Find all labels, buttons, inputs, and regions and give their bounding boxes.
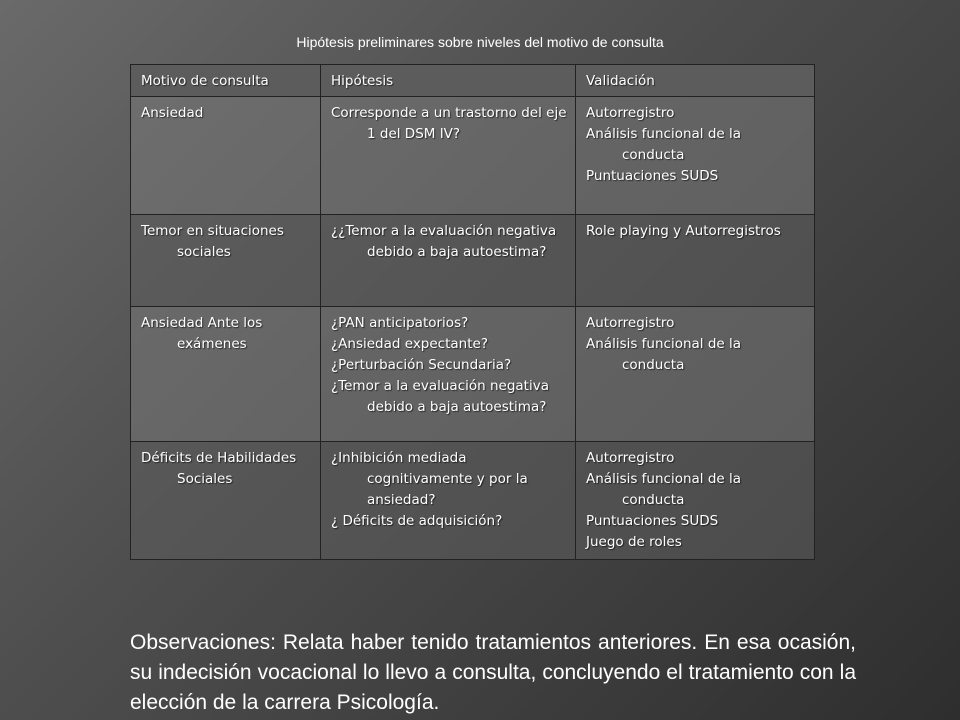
hypothesis-table	[130, 64, 815, 560]
table-row	[131, 97, 815, 215]
cell-motivo	[131, 97, 321, 215]
cell-line: ¿Inhibición mediada cognitivamente y por la ansiedad?	[331, 449, 528, 508]
cell-line: Déficits de Habilidades Sociales	[141, 449, 297, 487]
cell-line: Corresponde a un trastorno del eje 1 del DSM IV?	[331, 105, 567, 142]
cell-line: Análisis funcional de la conducta	[586, 126, 742, 163]
cell-line: Role playing y Autorregistros	[586, 223, 781, 240]
cell-hipotesis	[321, 441, 576, 559]
cell-line: Autorregistro	[586, 105, 675, 121]
header-hipotesis: Hipótesis	[321, 65, 576, 97]
cell-line: ¿ Déficits de adquisición?	[331, 512, 503, 529]
table-row	[131, 441, 815, 559]
cell-line: Autorregistro	[586, 449, 675, 466]
cell-hipotesis	[321, 307, 576, 442]
observations-text: Observaciones: Relata haber tenido tratamientos anteriores. En esa ocasión, su indecisión vocacional lo llevo a consulta, concluyendo el tratamiento con la elección de la carrera Psicología.	[130, 631, 856, 714]
cell-line: Análisis funcional de la conducta	[586, 336, 742, 374]
cell-motivo	[131, 307, 321, 442]
cell-validacion	[576, 441, 815, 559]
table-row	[131, 307, 815, 442]
cell-line: ¿Temor a la evaluación negativa debido a baja autoestima?	[331, 378, 549, 416]
cell-line: Ansiedad Ante los exámenes	[141, 315, 263, 353]
table-header-row	[131, 65, 815, 97]
table-row	[131, 215, 815, 307]
slide-title: Hipótesis preliminares sobre niveles del motivo de consulta	[296, 34, 664, 50]
cell-line: ¿PAN anticipatorios?	[331, 315, 469, 332]
header-validacion: Validación	[576, 65, 815, 97]
cell-hipotesis	[321, 97, 576, 215]
cell-line: ¿¿Temor a la evaluación negativa debido a baja autoestima?	[331, 223, 557, 261]
cell-line: Análisis funcional de la conducta	[586, 470, 742, 508]
cell-validacion	[576, 97, 815, 215]
cell-line: Puntuaciones SUDS	[586, 512, 719, 529]
cell-validacion	[576, 307, 815, 442]
cell-hipotesis	[321, 215, 576, 307]
cell-line: Ansiedad	[141, 105, 204, 121]
cell-line: Puntuaciones SUDS	[586, 168, 719, 184]
cell-motivo	[131, 441, 321, 559]
cell-line: Autorregistro	[586, 315, 675, 332]
cell-validacion	[576, 215, 815, 307]
cell-line: Juego de roles	[586, 533, 682, 550]
hypothesis-table-container	[130, 64, 814, 560]
cell-line: Temor en situaciones sociales	[141, 223, 284, 261]
cell-line: ¿Perturbación Secundaria?	[331, 357, 512, 374]
header-motivo: Motivo de consulta	[131, 65, 321, 97]
cell-motivo	[131, 215, 321, 307]
cell-line: ¿Ansiedad expectante?	[331, 336, 488, 353]
